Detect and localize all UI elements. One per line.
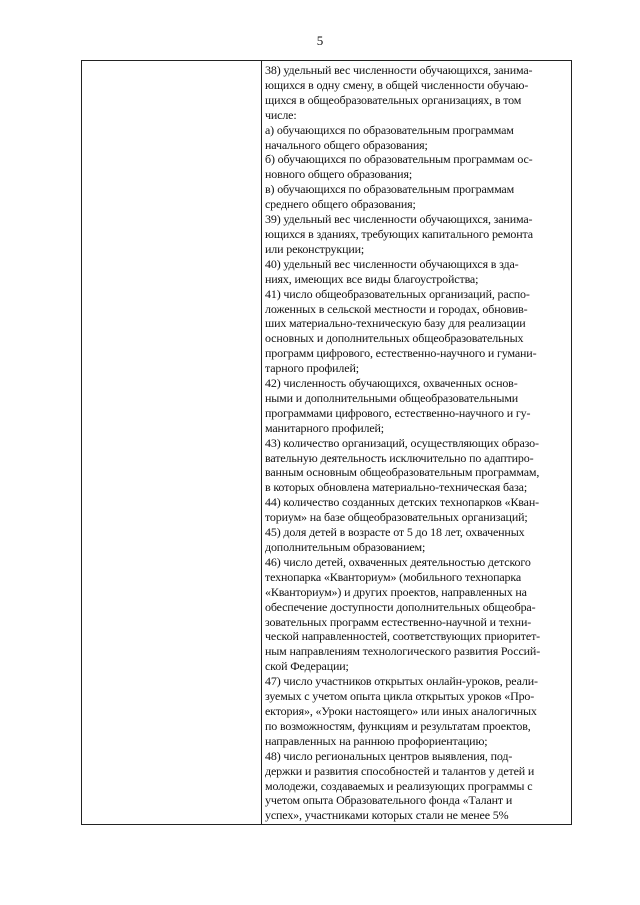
text-line: щихся в общеобразовательных организациях, в том xyxy=(265,92,522,107)
text-line: 43) количество организаций, осуществляющих образо- xyxy=(265,435,539,450)
text-line: тарного профилей; xyxy=(265,361,359,376)
text-line: зовательных программ естественно-научной и техни- xyxy=(265,614,532,629)
text-line: основных и дополнительных общеобразовательных xyxy=(265,331,524,346)
table-row xyxy=(82,61,572,825)
text-line: ектория», «Уроки настоящего» или иных аналогичных xyxy=(265,703,537,718)
text-line: ванным основным общеобразовательным программам, xyxy=(265,465,540,480)
document-table xyxy=(81,60,572,825)
text-line: в) обучающихся по образовательным программам xyxy=(265,182,515,197)
text-line: б) обучающихся по образовательным программам ос- xyxy=(265,152,533,167)
text-line: ложенных в сельской местности и городах, обновив- xyxy=(265,301,528,316)
text-line: начального общего образования; xyxy=(265,137,428,152)
text-line: манитарного профилей; xyxy=(265,420,384,435)
text-line: ториум» на базе общеобразовательных организаций; xyxy=(265,510,528,525)
text-line: ской Федерации; xyxy=(265,659,349,674)
text-line: 41) число общеобразовательных организаций, распо- xyxy=(265,286,530,301)
text-line: ющихся в одну смену, в общей численности обучаю- xyxy=(265,77,529,92)
text-line: 38) удельный вес численности обучающихся, занима- xyxy=(265,63,533,77)
text-line: новного общего образования; xyxy=(265,167,413,182)
text-line: 47) число участников открытых онлайн-уроков, реали- xyxy=(265,674,538,689)
right-cell xyxy=(262,61,572,825)
text-line: обеспечение доступности дополнительных общеобра- xyxy=(265,599,536,614)
text-line: держки и развития способностей и талантов у детей и xyxy=(265,763,535,778)
text-line: программ цифрового, естественно-научного и гумани- xyxy=(265,346,537,361)
text-line: направленных на раннюю профориентацию; xyxy=(265,733,488,748)
text-line: ющихся в зданиях, требующих капитального ремонта xyxy=(265,226,533,241)
text-line: а) обучающихся по образовательным программам xyxy=(265,122,514,137)
text-line: зуемых с учетом опыта цикла открытых уроков «Про- xyxy=(265,689,535,704)
text-line: ным направлениям технологического развития Россий- xyxy=(265,644,541,659)
text-line: успех», участниками которых стали не менее 5% xyxy=(265,808,509,823)
text-line: 46) число детей, охваченных деятельностью детского xyxy=(265,554,531,569)
text-line: ными и дополнительными общеобразовательными xyxy=(265,390,519,405)
text-line: в которых обновлена материально-техническая база; xyxy=(265,480,528,495)
text-line: учетом опыта Образовательного фонда «Талант и xyxy=(265,793,513,808)
text-line: 39) удельный вес численности обучающихся, занима- xyxy=(265,212,533,227)
right-cell-text xyxy=(262,61,571,824)
text-line: программами цифрового, естественно-научного и гу- xyxy=(265,405,531,420)
page-number: 5 xyxy=(316,33,324,48)
text-line: 40) удельный вес численности обучающихся в зда- xyxy=(265,256,519,271)
text-line: вательную деятельность исключительно по адаптиро- xyxy=(265,450,534,465)
text-line: 45) доля детей в возрасте от 5 до 18 лет, охваченных xyxy=(265,525,525,540)
text-line: по возможностям, функциям и результатам проектов, xyxy=(265,718,531,733)
text-line: или реконструкции; xyxy=(265,241,365,256)
text-line: ниях, имеющих все виды благоустройства; xyxy=(265,271,479,286)
left-cell xyxy=(82,61,262,825)
text-line: 42) численность обучающихся, охваченных основ- xyxy=(265,376,518,391)
text-line: ших материально-техническую базу для реализации xyxy=(265,316,526,331)
text-line: технопарка «Кванториум» (мобильного технопарка xyxy=(265,569,522,584)
text-line: среднего общего образования; xyxy=(265,197,416,212)
text-line: 48) число региональных центров выявления, под- xyxy=(265,748,513,763)
text-line: дополнительным образованием; xyxy=(265,540,426,554)
text-line: «Кванториум») и других проектов, направленных на xyxy=(265,584,527,599)
text-line: числе: xyxy=(265,107,297,122)
text-line: молодежи, создаваемых и реализующих программы с xyxy=(265,778,533,793)
text-line: ческой направленностей, соответствующих приоритет- xyxy=(265,629,541,644)
text-line: 44) количество созданных детских технопарков «Кван- xyxy=(265,495,539,510)
